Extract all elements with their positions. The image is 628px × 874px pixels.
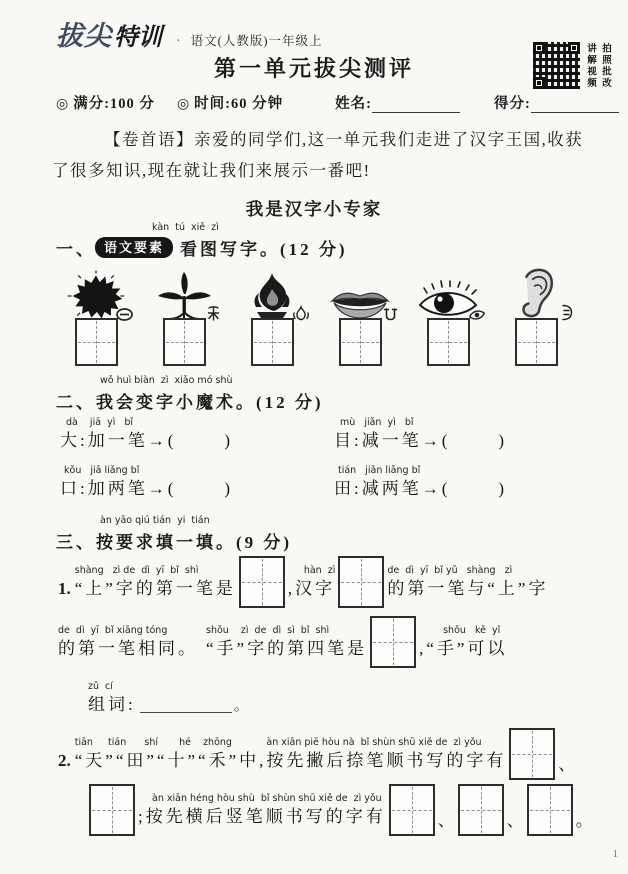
picture-fire: [228, 262, 316, 322]
dunhao-mark: 、: [506, 810, 524, 830]
qr-finder-icon: [568, 42, 580, 54]
logo-main-text: 拔尖: [56, 21, 112, 51]
ruby-segment: [138, 792, 386, 829]
period-mark: 。: [575, 810, 593, 830]
q3-heading: [56, 528, 292, 553]
page-number: 1: [612, 848, 618, 860]
q2-number: 二、: [56, 393, 96, 412]
brand-logo: [56, 14, 323, 53]
logo-divider: ·: [176, 34, 181, 49]
edition-label: 语文(人教版)一年级上: [190, 34, 323, 48]
q3-item2-line2: [86, 784, 593, 836]
item-text: 目:减一笔→: [334, 431, 442, 450]
tianzige-box[interactable]: [389, 784, 435, 836]
q2-item: [60, 464, 230, 501]
hanzi-text: ;按先横后竖笔顺书写的字有: [138, 806, 386, 826]
preface-paragraph: 【卷首语】亲爱的同学们,这一单元我们走进了汉字王国,收获了很多知识,现在就让我们来展示一番吧!: [52, 130, 584, 180]
hanzi-text: 组词:: [88, 695, 136, 714]
pinyin-label: hàn zì: [303, 564, 336, 576]
ruby-segment: [58, 624, 198, 661]
q3-item1-line1: [58, 556, 548, 608]
yuwen-yaosu-badge: 语文要素: [96, 238, 172, 257]
q2-item: [60, 416, 230, 453]
logo-sub-text: 特训: [114, 25, 162, 51]
q2-item: [334, 416, 504, 453]
qr-label-video: 讲解视频: [585, 43, 596, 89]
full-score-label: 满分:100 分: [73, 96, 155, 112]
q3-item1-line2: [58, 616, 507, 668]
pinyin-label: kǒu jiā liǎng bǐ: [64, 465, 140, 476]
tianzige-box[interactable]: [338, 556, 384, 608]
pinyin-label: zǔ cí: [88, 681, 113, 692]
pinyin-label: de dì yī bǐ yǔ shàng zì: [387, 564, 513, 576]
tianzige-box[interactable]: [89, 784, 135, 836]
pinyin-label: shàng zì de dì yī bǐ shì: [74, 564, 199, 576]
tianzige-box[interactable]: [251, 318, 294, 366]
hanzi-text: “手”字的第四笔是: [206, 638, 368, 658]
q1-heading: [56, 235, 348, 260]
picture-sun: [52, 262, 140, 322]
q3-item2-line1: [58, 728, 575, 780]
dunhao-mark: 、: [437, 810, 455, 830]
pinyin-label: de dì yī bǐ xiāng tóng: [58, 624, 168, 636]
tianzige-box[interactable]: [163, 318, 206, 366]
q1-picture-row: [52, 262, 580, 322]
tianzige-box[interactable]: [75, 318, 118, 366]
name-label: 姓名:: [335, 96, 372, 112]
tianzige-box[interactable]: [339, 318, 382, 366]
qr-finder-icon: [533, 77, 545, 89]
ruby-segment: [288, 564, 336, 601]
item-text: 田:减两笔→: [334, 479, 442, 498]
mouth-image: [329, 284, 391, 322]
ruby-segment: [206, 624, 367, 661]
hanzi-text: “上”字的第一笔是: [74, 578, 236, 598]
q3-item1-line3: [88, 680, 249, 717]
item-text: 口:加两笔→: [60, 479, 168, 498]
pinyin-label: àn xiān piē hòu nà bǐ shùn shū xiě de zì yǒu: [266, 736, 482, 748]
picture-mouth: [316, 262, 404, 322]
meta-row: [56, 92, 619, 113]
time-label: 时间:60 分钟: [194, 96, 284, 112]
ruby-segment: [75, 564, 236, 601]
item-number: 1.: [58, 579, 71, 598]
q1-pinyin: kàn tú xiě zì: [152, 222, 219, 233]
name-blank-field[interactable]: [372, 97, 460, 113]
answer-parens[interactable]: ( ): [441, 431, 505, 450]
answer-parens[interactable]: ( ): [441, 479, 505, 498]
pinyin-label: àn xiān héng hòu shù bǐ shùn shū xiě de zì yǒu: [152, 792, 382, 804]
picture-ear: [492, 262, 580, 322]
hanzi-text: “天”“田”“十”“禾”中,: [74, 750, 267, 770]
q1-number: 一、: [56, 240, 96, 259]
item-number: 2.: [58, 751, 71, 770]
q2-item: [334, 464, 504, 501]
ruby-segment: [88, 680, 136, 717]
pinyin-label: shǒu kě yǐ: [443, 624, 501, 636]
item-text: 大:加一笔→: [60, 431, 168, 450]
q2-pinyin: wǒ huì biàn zì xiǎo mó shù: [100, 375, 233, 386]
ruby-segment: [75, 736, 267, 773]
pinyin-label: tiān tián shí hé zhōng: [74, 736, 232, 748]
ruby-segment: [387, 564, 548, 601]
picture-seedling: [140, 262, 228, 322]
tianzige-box[interactable]: [370, 616, 416, 668]
seedling-image: [156, 272, 212, 322]
tianzige-box[interactable]: [427, 318, 470, 366]
q2-title: 我会变字小魔术。(12 分): [96, 393, 324, 412]
hanzi-text: ,“手”可以: [419, 638, 508, 658]
q1-title: 看图写字。(12 分): [180, 240, 348, 259]
answer-parens[interactable]: ( ): [167, 431, 231, 450]
hanzi-text: 的第一笔相同。: [58, 638, 198, 658]
qr-label-correct: 拍照批改: [600, 43, 611, 89]
ruby-segment: [266, 736, 506, 773]
picture-eye: [404, 262, 492, 322]
score-label: 得分:: [493, 96, 531, 112]
qr-finder-icon: [533, 42, 545, 54]
q1-answer-row: [52, 318, 580, 366]
target-icon: ◎: [56, 97, 70, 112]
ruby-segment: [419, 624, 507, 661]
answer-parens[interactable]: ( ): [167, 479, 231, 498]
pinyin-label: dà jiā yì bǐ: [66, 417, 134, 428]
section-title: 我是汉字小专家: [245, 199, 383, 219]
target-icon: ◎: [176, 97, 191, 112]
pinyin-label: mù jiǎn yì bǐ: [340, 417, 414, 428]
dunhao-mark: 、: [558, 754, 576, 774]
tianzige-box[interactable]: [509, 728, 555, 780]
q3-number: 三、: [56, 533, 96, 552]
q3-pinyin: àn yāo qiú tián yi tián: [100, 515, 210, 526]
ear-image: [515, 266, 557, 322]
tianzige-box[interactable]: [239, 556, 285, 608]
qr-code: [533, 42, 580, 89]
q3-title: 按要求填一填。(9 分): [96, 533, 293, 552]
tianzige-box[interactable]: [515, 318, 558, 366]
pinyin-label: shǒu zì de dì sì bǐ shì: [206, 624, 330, 636]
tianzige-box[interactable]: [527, 784, 573, 836]
hanzi-text: 的第一笔与“上”字: [387, 578, 549, 598]
pinyin-label: tián jiǎn liǎng bǐ: [338, 465, 421, 476]
paper-title: 第一单元拔尖测评: [213, 56, 414, 81]
hanzi-text: ,汉字: [287, 578, 336, 598]
hanzi-text: 按先撇后捺笔顺书写的字有: [266, 750, 507, 770]
q2-heading: [56, 388, 324, 413]
zuci-blank-field[interactable]: [140, 696, 232, 713]
period-mark: 。: [233, 698, 249, 714]
score-blank-field[interactable]: [531, 97, 619, 113]
tianzige-box[interactable]: [458, 784, 504, 836]
